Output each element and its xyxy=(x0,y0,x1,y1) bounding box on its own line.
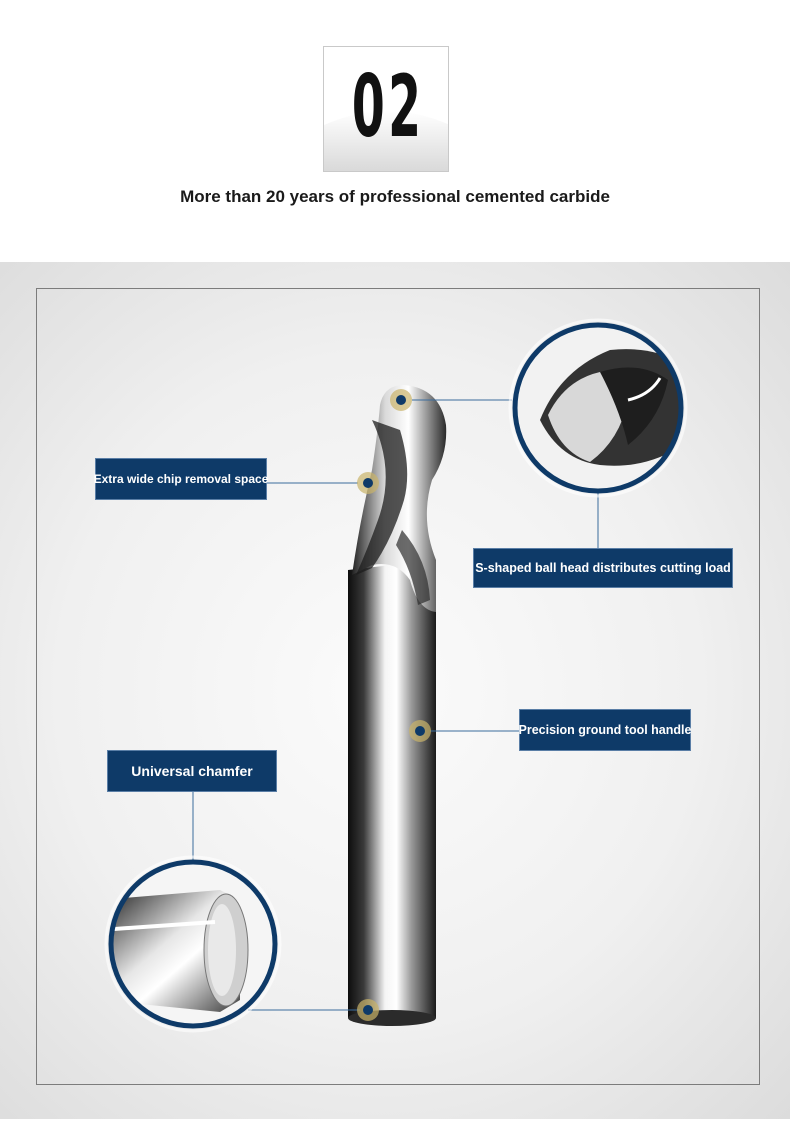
callout-ball-head: S-shaped ball head distributes cutting load xyxy=(473,548,733,588)
section-subtitle: More than 20 years of professional cemented carbide xyxy=(180,187,610,206)
callout-chip-space: Extra wide chip removal space xyxy=(95,458,267,500)
callout-tool-handle: Precision ground tool handle xyxy=(519,709,691,751)
callout-chamfer: Universal chamfer xyxy=(107,750,277,792)
section-number: 02 xyxy=(351,57,425,157)
tool-shank xyxy=(348,560,436,1024)
